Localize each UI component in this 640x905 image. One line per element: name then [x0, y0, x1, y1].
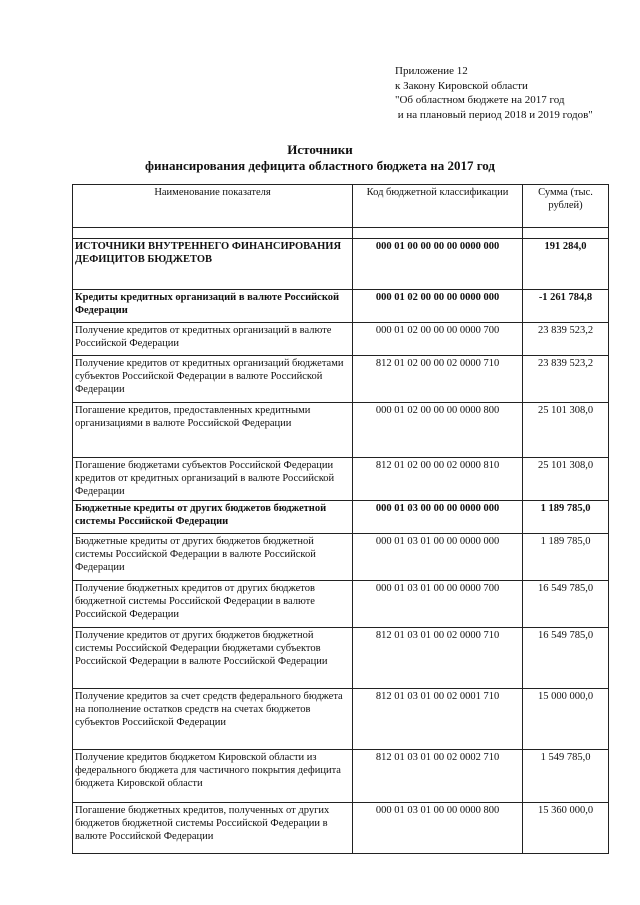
table-row	[73, 750, 609, 803]
table-row	[73, 323, 609, 356]
table-row	[73, 403, 609, 458]
row-code: 000 01 02 00 00 00 0000 800	[353, 403, 523, 458]
row-code: 000 01 03 01 00 00 0000 000	[353, 534, 523, 581]
row-code: 000 01 03 00 00 00 0000 000	[353, 501, 523, 534]
appendix-header	[395, 64, 593, 122]
row-name: Кредиты кредитных организаций в валюте Российской Федерации	[73, 290, 353, 323]
document-title	[0, 142, 640, 174]
row-amount: 25 101 308,0	[523, 458, 609, 501]
row-code: 812 01 03 01 00 02 0000 710	[353, 628, 523, 689]
header-code: Код бюджетной классификации	[353, 185, 523, 228]
appendix-line: и на плановый период 2018 и 2019 годов"	[395, 108, 593, 121]
row-code: 000 01 03 01 00 00 0000 800	[353, 803, 523, 854]
row-amount: 16 549 785,0	[523, 581, 609, 628]
table-row	[73, 689, 609, 750]
row-amount: 23 839 523,2	[523, 323, 609, 356]
row-code: 812 01 02 00 00 02 0000 710	[353, 356, 523, 403]
table-row	[73, 501, 609, 534]
table-header-row	[73, 185, 609, 228]
spacer-row	[73, 228, 609, 239]
row-name: Получение кредитов от кредитных организаций в валюте Российской Федерации	[73, 323, 353, 356]
row-code: 812 01 02 00 00 02 0000 810	[353, 458, 523, 501]
row-name: Погашение кредитов, предоставленных кредитными организациями в валюте Российской Федерации	[73, 403, 353, 458]
row-name: ИСТОЧНИКИ ВНУТРЕННЕГО ФИНАНСИРОВАНИЯ ДЕФИЦИТОВ БЮДЖЕТОВ	[73, 239, 353, 290]
header-name: Наименование показателя	[73, 185, 353, 228]
row-amount: 15 000 000,0	[523, 689, 609, 750]
row-amount: 191 284,0	[523, 239, 609, 290]
row-amount: 16 549 785,0	[523, 628, 609, 689]
table-row	[73, 628, 609, 689]
appendix-line: Приложение 12	[395, 65, 468, 77]
table-row	[73, 239, 609, 290]
row-code: 000 01 00 00 00 00 0000 000	[353, 239, 523, 290]
row-amount: 1 189 785,0	[523, 534, 609, 581]
row-code: 812 01 03 01 00 02 0002 710	[353, 750, 523, 803]
row-code: 812 01 03 01 00 02 0001 710	[353, 689, 523, 750]
row-name: Бюджетные кредиты от других бюджетов бюджетной системы Российской Федерации	[73, 501, 353, 534]
row-name: Бюджетные кредиты от других бюджетов бюджетной системы Российской Федерации в валюте Российской Федерации	[73, 534, 353, 581]
row-name: Получение бюджетных кредитов от других бюджетов бюджетной системы Российской Федерации в валюте Российской Федерации	[73, 581, 353, 628]
sources-table	[72, 184, 609, 854]
table-row	[73, 458, 609, 501]
row-name: Получение кредитов от других бюджетов бюджетной системы Российской Федерации бюджетами субъектов Российской Федерации в валюте Российской Федерации	[73, 628, 353, 689]
row-amount: 1 189 785,0	[523, 501, 609, 534]
row-amount: 15 360 000,0	[523, 803, 609, 854]
row-name: Получение кредитов бюджетом Кировской области из федерального бюджета для частичного покрытия дефицита бюджета Кировской области	[73, 750, 353, 803]
row-code: 000 01 03 01 00 00 0000 700	[353, 581, 523, 628]
row-amount: 23 839 523,2	[523, 356, 609, 403]
table-row	[73, 356, 609, 403]
title-line-1: Источники	[287, 142, 353, 157]
row-name: Получение кредитов от кредитных организаций бюджетами субъектов Российской Федерации в валюте Российской Федерации	[73, 356, 353, 403]
row-amount: -1 261 784,8	[523, 290, 609, 323]
row-amount: 25 101 308,0	[523, 403, 609, 458]
appendix-line: к Закону Кировской области	[395, 79, 528, 92]
row-name: Погашение бюджетами субъектов Российской Федерации кредитов от кредитных организаций в валюте Российской Федерации	[73, 458, 353, 501]
row-name: Получение кредитов за счет средств федерального бюджета на пополнение остатков средств на счетах бюджетов субъектов Российской Федерации	[73, 689, 353, 750]
row-code: 000 01 02 00 00 00 0000 000	[353, 290, 523, 323]
header-amount: Сумма (тыс. рублей)	[523, 185, 609, 228]
table-row	[73, 534, 609, 581]
table-row	[73, 290, 609, 323]
row-name: Погашение бюджетных кредитов, полученных от других бюджетов бюджетной системы Российской Федерации в валюте Российской Федерации	[73, 803, 353, 854]
appendix-line: "Об областном бюджете на 2017 год	[395, 94, 565, 106]
table-row	[73, 581, 609, 628]
table-row	[73, 803, 609, 854]
row-amount: 1 549 785,0	[523, 750, 609, 803]
title-line-2: финансирования дефицита областного бюджета на 2017 год	[145, 158, 495, 173]
row-code: 000 01 02 00 00 00 0000 700	[353, 323, 523, 356]
